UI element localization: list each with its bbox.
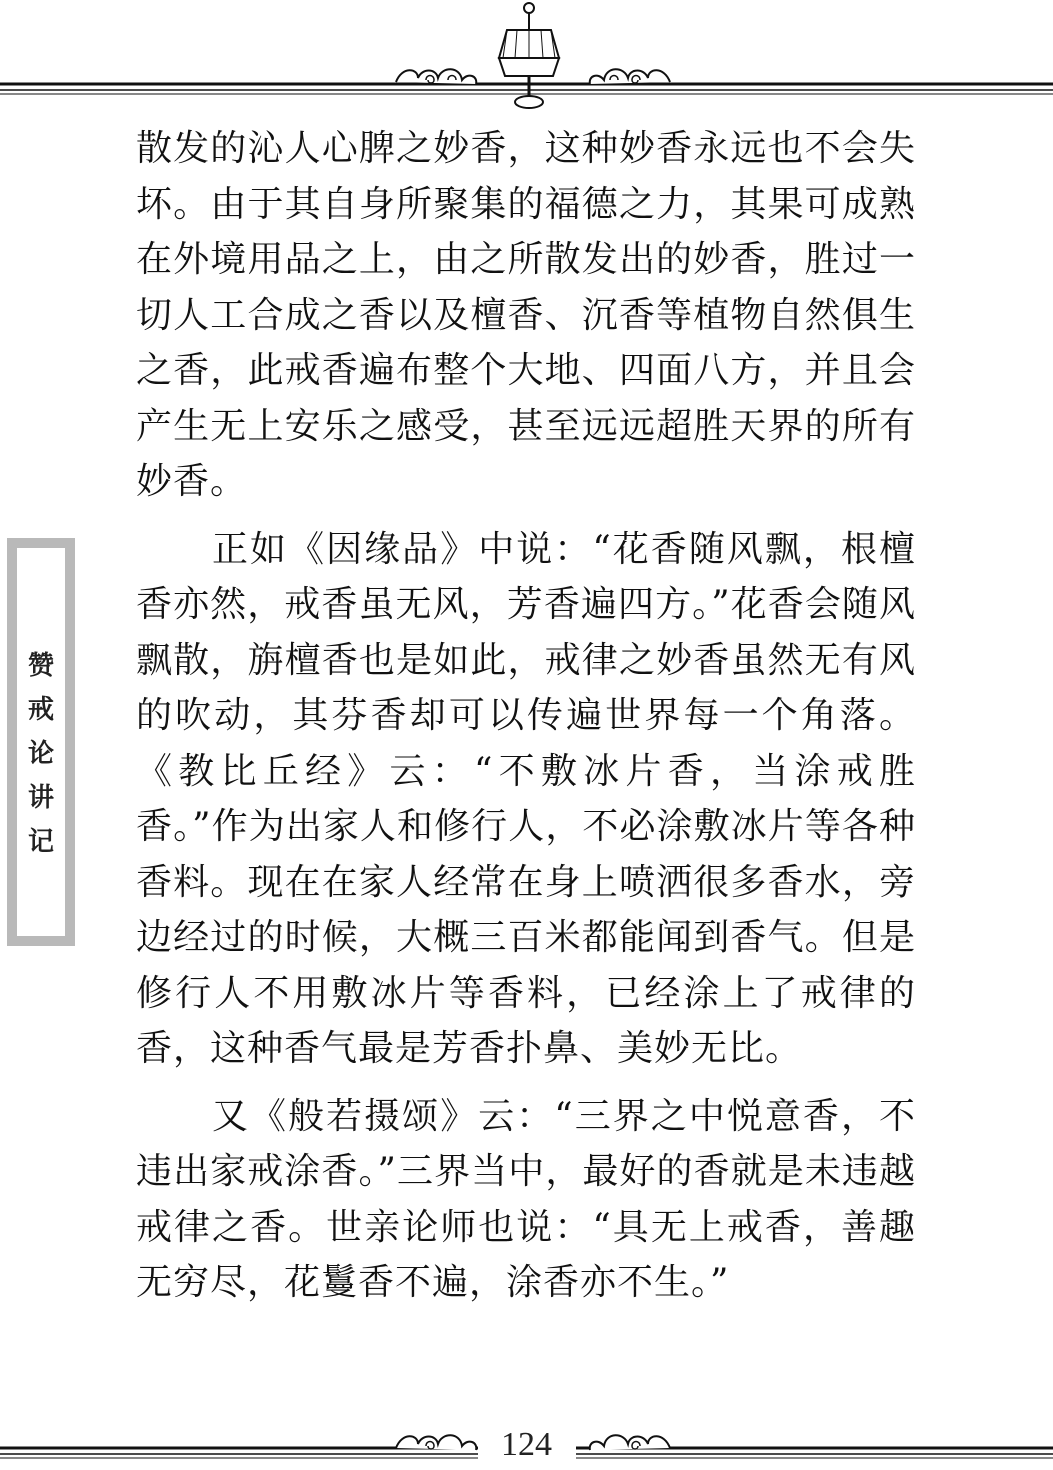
- paragraph: 正如《因缘品》中说：“花香随风飘，根檀香亦然，戒香虽无风，芳香遍四方。”花香会随风飘散，旃檀香也是如此，戒律之妙香虽然无有风的吹动，其芬香却可以传遍世界每一个角落。《教比丘经》云：“不敷冰片香，当涂戒胜香。”作为出家人和修行人，不必涂敷冰片等各种香料。现在在家人经常在身上喷洒很多香水，旁边经过的时候，大概三百米都能闻到香气。但是修行人不用敷冰片等香料，已经涂上了戒律的香，这种香气最是芳香扑鼻、美妙无比。: [136, 528, 916, 1069]
- side-section-tab: [7, 538, 75, 946]
- page-number: 124: [501, 1426, 552, 1463]
- side-title-char: 赞: [27, 651, 54, 681]
- paragraph: 又《般若摄颂》云：“三界之中悦意香，不违出家戒涂香。”三界当中，最好的香就是未违越戒律之香。世亲论师也说：“具无上戒香，善趣无穷尽，花鬘香不遍，涂香亦不生。”: [136, 1095, 916, 1303]
- cloud-ornament-icon: [392, 62, 480, 88]
- page-body: [136, 121, 916, 1311]
- cloud-ornament-icon: [586, 62, 674, 88]
- parasol-emblem-icon: [493, 0, 565, 112]
- side-title-char: 戒: [27, 695, 54, 725]
- side-title-char: 讲: [27, 783, 54, 813]
- paragraph: 散发的沁人心脾之妙香，这种妙香永远也不会失坏。由于其自身所聚集的福德之力，其果可成熟在外境用品之上，由之所散发出的妙香，胜过一切人工合成之香以及檀香、沉香等植物自然俱生之香，此戒香遍布整个大地、四面八方，并且会产生无上安乐之感受，甚至远远超胜天界的所有妙香。: [136, 128, 916, 502]
- side-title-char: 论: [27, 739, 54, 769]
- side-title-char: 记: [27, 827, 54, 857]
- side-tab-inner: [17, 548, 65, 936]
